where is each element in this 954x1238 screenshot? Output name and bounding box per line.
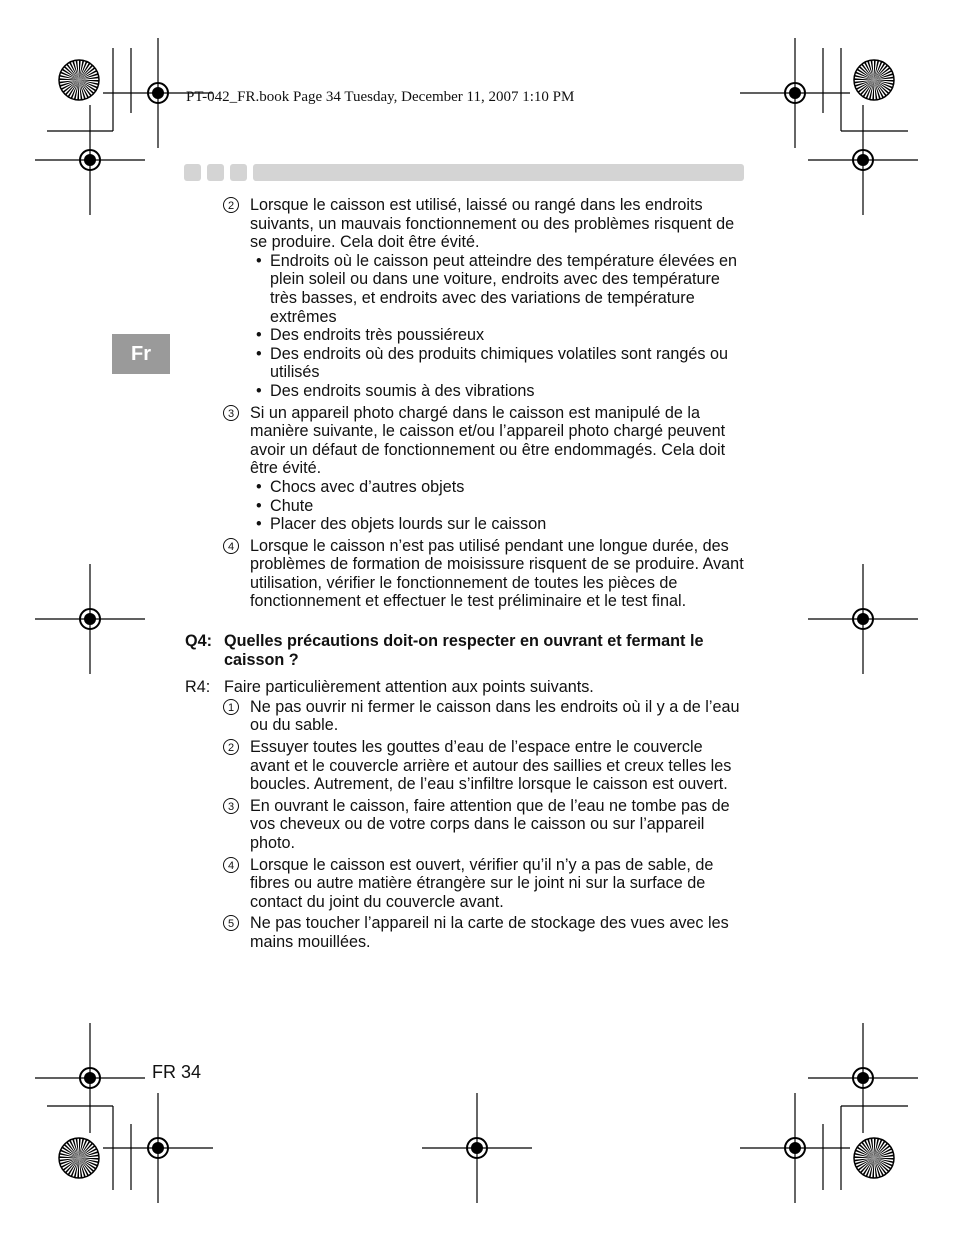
item-text: Lorsque le caisson est ouvert, vérifier qu’il n’y a pas de sable, de fibres ou autre matière étrangère sur le joint ni sur la surface de contact du joint du couvercle avant. xyxy=(250,855,714,911)
crosshair-dot xyxy=(789,87,801,99)
question-tag: Q4: xyxy=(185,632,212,651)
header-bar-block-2 xyxy=(207,164,224,181)
crosshair-dot xyxy=(789,1142,801,1154)
crosshair-dot xyxy=(152,87,164,99)
bullet-item: • Des endroits soumis à des vibrations xyxy=(250,382,745,401)
item-text: Lorsque le caisson est utilisé, laissé ou rangé dans les endroits suivants, un mauvais fonctionnement ou des problèmes risquent de se produire. Cela doit être évité. xyxy=(250,196,735,252)
question-text: Quelles précautions doit-on respecter en ouvrant et fermant le caisson ? xyxy=(224,632,704,669)
bullet-item: • Chute xyxy=(250,497,745,516)
crosshair-dot xyxy=(84,154,96,166)
page-content xyxy=(185,196,745,955)
language-tab: Fr xyxy=(112,334,170,374)
item-number: 3 xyxy=(223,405,239,421)
bullet-item: • Des endroits où des produits chimiques volatiles sont rangés ou utilisés xyxy=(250,345,745,382)
item-number: 2 xyxy=(223,197,239,213)
numbered-item xyxy=(185,856,745,912)
item-text: Lorsque le caisson n’est pas utilisé pendant une longue durée, des problèmes de formation de moisissure risquent de se produire. Avant utilisation, vérifier le fonctionnement de toutes les pièces de fonctionnement et effectuer le test préliminaire et le test final. xyxy=(250,536,744,611)
numbered-item xyxy=(185,537,745,611)
item-number: 2 xyxy=(223,739,239,755)
answer-intro: Faire particulièrement attention aux points suivants. xyxy=(224,678,594,697)
item-text: Si un appareil photo chargé dans le caisson est manipulé de la manière suivante, le caisson et/ou l’appareil photo chargé peuvent avoir un défaut de fonctionnement ou être endommagés. Cela doit être évité. xyxy=(250,403,726,478)
header-bar xyxy=(253,164,744,181)
numbered-item xyxy=(185,404,745,534)
bullet-item: • Endroits où le caisson peut atteindre des température élevées en plein soleil ou dans une voiture, endroits avec des température très basses, et endroits avec des variations de température extrêmes xyxy=(250,252,745,326)
answer-list xyxy=(185,698,745,952)
precautions-list xyxy=(185,196,745,611)
item-number: 4 xyxy=(223,857,239,873)
numbered-item xyxy=(185,797,745,853)
page-number: FR 34 xyxy=(152,1062,202,1082)
answer-r4 xyxy=(185,678,745,697)
item-text: Ne pas ouvrir ni fermer le caisson dans les endroits où il y a de l’eau ou du sable. xyxy=(250,697,740,735)
item-text: Ne pas toucher l’appareil ni la carte de stockage des vues avec les mains mouillées. xyxy=(250,914,729,951)
answer-tag: R4: xyxy=(185,678,211,697)
bullet-item: • Chocs avec d’autres objets xyxy=(250,478,745,497)
header-bar-block-3 xyxy=(230,164,247,181)
numbered-item xyxy=(185,698,745,735)
bullet-item: • Des endroits très poussiéreux xyxy=(250,326,745,345)
bullet-list xyxy=(250,252,745,401)
bullet-list xyxy=(250,478,745,534)
numbered-item xyxy=(185,196,745,401)
print-header: PT-042_FR.book Page 34 Tuesday, December 11, 2007 1:10 PM xyxy=(186,89,575,105)
question-q4 xyxy=(185,632,745,669)
crosshair-dot xyxy=(84,613,96,625)
crosshair-dot xyxy=(471,1142,483,1154)
bullet-item: • Placer des objets lourds sur le caisson xyxy=(250,515,745,534)
header-bar-block-1 xyxy=(184,164,201,181)
crosshair-dot xyxy=(857,154,869,166)
item-text: Essuyer toutes les gouttes d’eau de l’espace entre le couvercle avant et le couvercle arrière et autour des saillies et creux telles les boucles. Autrement, de l’eau s’infiltre lorsque le caisson est ouvert. xyxy=(250,738,732,794)
item-text: En ouvrant le caisson, faire attention que de l’eau ne tombe pas de vos cheveux ou de votre corps dans le caisson ou sur l’appareil photo. xyxy=(250,796,730,852)
item-number: 3 xyxy=(223,798,239,814)
crosshair-dot xyxy=(857,1072,869,1084)
numbered-item xyxy=(185,914,745,951)
crosshair-dot xyxy=(152,1142,164,1154)
crosshair-dot xyxy=(84,1072,96,1084)
crosshair-dot xyxy=(857,613,869,625)
item-number: 1 xyxy=(223,699,239,715)
item-number: 4 xyxy=(223,538,239,554)
numbered-item xyxy=(185,738,745,794)
item-number: 5 xyxy=(223,915,239,931)
